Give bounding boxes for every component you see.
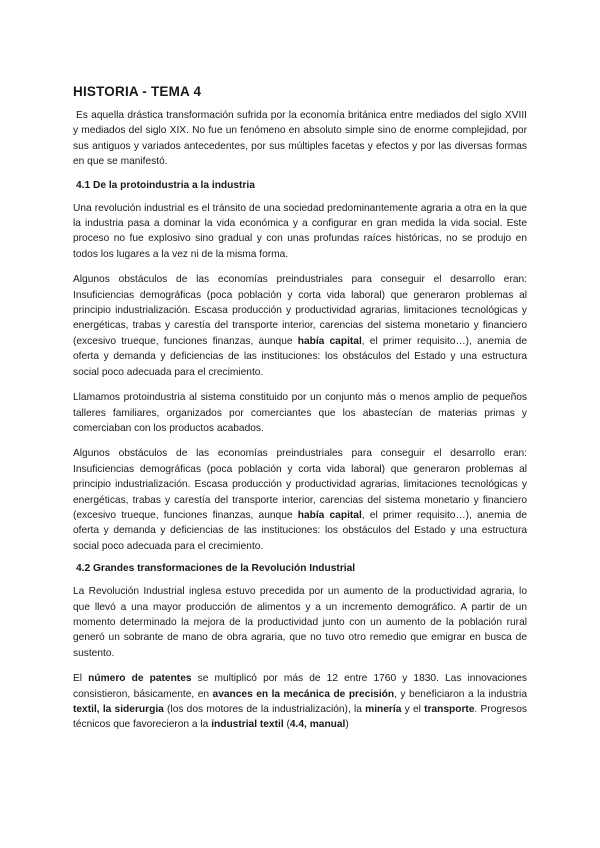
- paragraph-productividad-agraria: La Revolución Industrial inglesa estuvo precedida por un aumento de la productividad agraria, lo que llevó a una mayor producción de alimentos y a un incremento demográfico. A partir de un momento determinado la mejora de la productividad junto con un aumento de la población rural generó un sobrante de mano de obra agraria, que no tuvo otro remedio que emigrar en busca de sustento.: [73, 586, 527, 659]
- page-title: HISTORIA - TEMA 4: [73, 84, 202, 99]
- bold-text: había capital: [297, 509, 362, 521]
- section-heading-4-2: 4.2 Grandes transformaciones de la Revolución Industrial: [76, 563, 356, 575]
- bold-text: 4.4, manual: [289, 719, 346, 731]
- text-span: El: [73, 673, 89, 685]
- bold-text: transporte: [424, 704, 475, 715]
- bold-text: había capital: [297, 335, 362, 347]
- text-span: y el: [401, 704, 425, 715]
- bold-text: número de patentes: [88, 673, 192, 685]
- bold-text: industrial textil: [211, 719, 284, 731]
- text-span: , el primer requisito…), anemia de oferta y demanda y deficiencias de las instituciones: los obstáculos del Estado y una estructura social poco adecuada para el crecimiento.: [73, 335, 527, 378]
- document-content: [73, 84, 527, 743]
- bold-text: textil, la siderurgia: [73, 704, 164, 715]
- section-heading-4-1: 4.1 De la protoindustria a la industria: [76, 179, 255, 191]
- paragraph-revolucion-industrial: Una revolución industrial es el tránsito de una sociedad predominantemente agraria a otra en la que la industria pasa a dominar la vida económica y a configurar en gran medida la vida social. Este proceso no fue explosivo sino gradual y con unas profundas raíces históricas, no se produjo en todos los lugares a la vez ni de la misma forma.: [73, 202, 527, 260]
- text-span: Algunos obstáculos de las economías preindustriales para conseguir el desarrollo eran: Insuficiencias demográficas (poca población y corta vida laboral) que generaron problemas al principio industrialización. Escasa producción y productividad agrarias, limitaciones tecnológicas y energéticas, trabas y carestía del transporte interior, carencias del sistema monetario y financiero (excesivo trueque, funciones finanzas, aunque: [73, 274, 527, 347]
- text-span: ): [345, 719, 349, 731]
- paragraph-patentes: [73, 671, 527, 733]
- text-span: Algunos obstáculos de las economías preindustriales para conseguir el desarrollo eran: Insuficiencias demográficas (poca población y corta vida laboral) que generaron problemas al principio industrialización. Escasa producción y productividad agrarias, limitaciones tecnológicas y energéticas, trabas y carestía del transporte interior, carencias del sistema monetario y financiero (excesivo trueque, funciones finanzas, aunque: [73, 448, 527, 521]
- intro-paragraph: Es aquella drástica transformación sufrida por la economía británica entre mediados del siglo XVIII y mediados del siglo XIX. No fue un fenómeno en absoluto simple sino de enorme complejidad, por sus antiguos y variados antecedentes, por sus múltiples facetas y efectos y por las diversas formas en que se manifestó.: [73, 110, 527, 168]
- paragraph-obstaculos-2: [73, 446, 527, 554]
- text-span: (: [283, 719, 290, 731]
- bold-text: minería: [365, 704, 402, 715]
- paragraph-protoindustria: Llamamos protoindustria al sistema constituido por un conjunto más o menos amplio de pequeños talleres familiares, organizados por comerciantes que los abastecían de materias primas y comerciaban con los productos acabados.: [73, 392, 527, 434]
- text-span: . Progresos técnicos que favorecieron a la: [73, 704, 527, 731]
- paragraph-obstaculos-1: [73, 272, 527, 380]
- text-span: , el primer requisito…), anemia de oferta y demanda y deficiencias de las instituciones: los obstáculos del Estado y una estructura social poco adecuada para el crecimiento.: [73, 509, 527, 552]
- text-span: , y beneficiaron a la industria: [394, 688, 527, 700]
- bold-text: avances en la mecánica de precisión: [212, 688, 395, 700]
- text-span: se multiplicó por más de 12 entre 1760 y 1830. Las innovaciones consistieron, básicamente, en: [73, 673, 528, 700]
- text-span: (los dos motores de la industrialización), la: [163, 704, 366, 715]
